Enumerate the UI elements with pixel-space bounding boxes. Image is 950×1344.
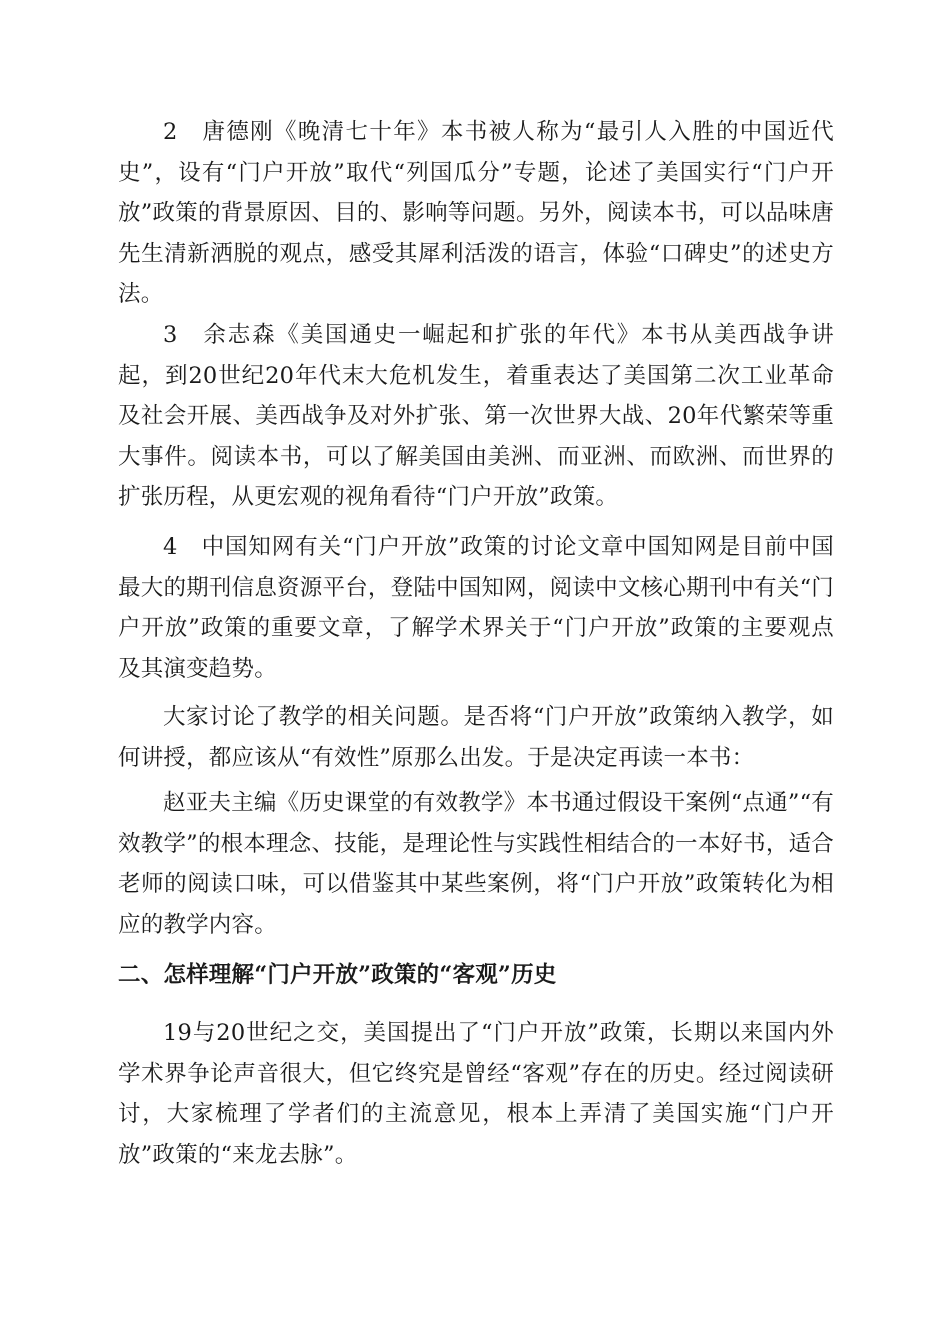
paragraph-effective-teaching-book: 赵亚夫主编《历史课堂的有效教学》本书通过假设干案例“点通”“有效教学”的根本理念、技能，是理论性与实践性相结合的一本好书，适合老师的阅读口味，可以借鉴其中某些案例，将“门户开放”政策转化为相应的教学内容。	[118, 790, 834, 938]
section-heading: 二、怎样理解“门户开放”政策的“客观”历史	[118, 962, 557, 988]
paragraph-book-2: 2 唐德刚《晚清七十年》本书被人称为“最引人入胜的中国近代史”，设有“门户开放”取代“列国瓜分”专题，论述了美国实行“门户开放”政策的背景原因、目的、影响等问题。另外，阅读本书，可以品味唐先生清新洒脱的观点，感受其犀利活泼的语言，体验“口碑史”的述史方法。	[118, 119, 834, 307]
paragraph-cnki: 4 中国知网有关“门户开放”政策的讨论文章中国知网是目前中国最大的期刊信息资源平台，登陆中国知网，阅读中文核心期刊中有关“门户开放”政策的重要文章，了解学术界关于“门户开放”政策的主要观点及其演变趋势。	[118, 534, 834, 682]
paragraph-section-intro: 19与20世纪之交，美国提出了“门户开放”政策，长期以来国内外学术界争论声音很大，但它终究是曾经“客观”存在的历史。经过阅读研讨，大家梳理了学者们的主流意见，根本上弄清了美国实施“门户开放”政策的“来龙去脉”。	[118, 1020, 834, 1168]
paragraph-book-3: 3 余志森《美国通史一崛起和扩张的年代》本书从美西战争讲起，到20世纪20年代末大危机发生，着重表达了美国第二次工业革命及社会开展、美西战争及对外扩张、第一次世界大战、20年代繁荣等重大事件。阅读本书，可以了解美国由美洲、而亚洲、而欧洲、而世界的扩张历程，从更宏观的视角看待“门户开放”政策。	[118, 322, 834, 510]
paragraph-teaching-discussion: 大家讨论了教学的相关问题。是否将“门户开放”政策纳入教学，如何讲授，都应该从“有效性”原那么出发。于是决定再读一本书：	[118, 704, 834, 771]
